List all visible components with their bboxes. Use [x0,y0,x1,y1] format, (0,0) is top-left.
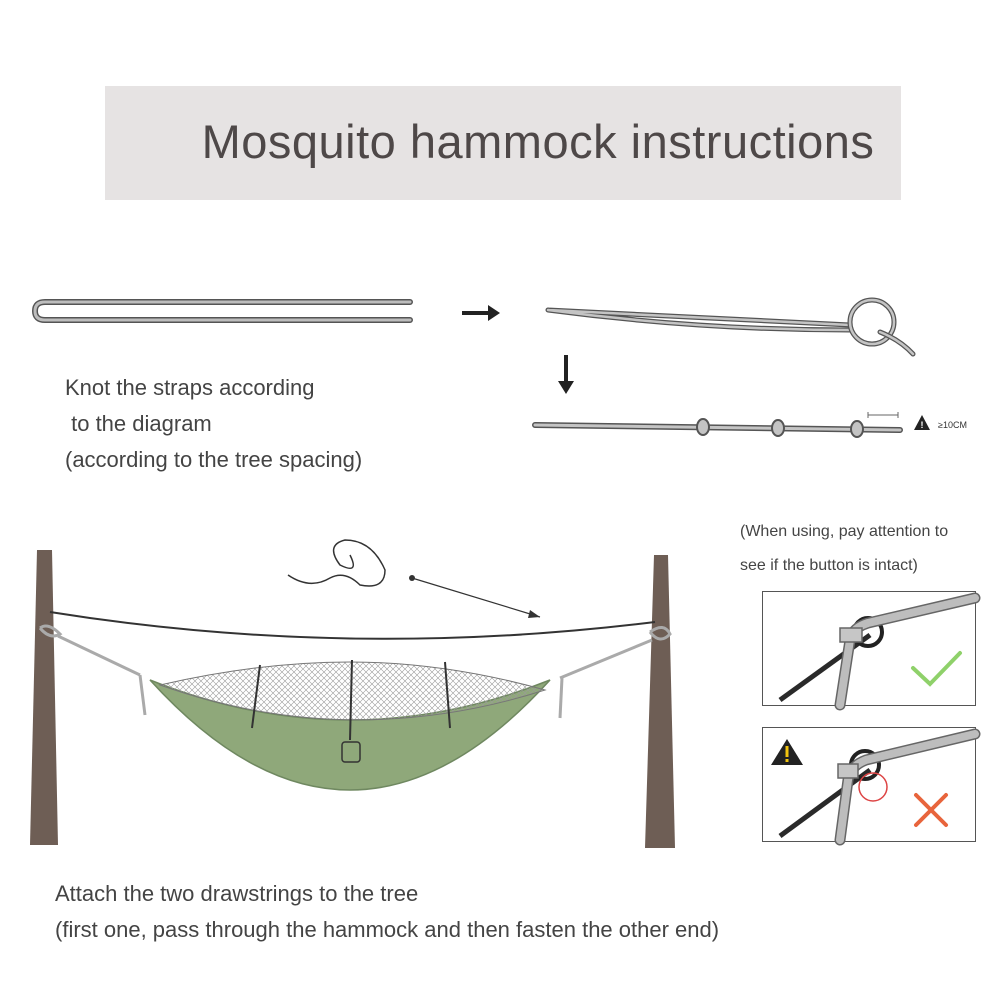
caution-line1: (When using, pay attention to [740,523,949,540]
correct-example-illustration [780,598,975,705]
strap-knot-illustration [548,300,913,354]
step2-line1: Attach the two drawstrings to the tree [55,881,419,906]
arrow-right-icon [462,305,500,321]
ridge-line [50,612,655,639]
arrow-down-icon [558,355,574,394]
step1-line3: (according to the tree spacing) [65,447,363,472]
svg-text:!: ! [920,420,924,430]
tree-strap-left [40,626,145,715]
drawstring-illustration [288,540,540,618]
step1-line1: Knot the straps according [65,375,315,400]
warning-icon [914,415,930,430]
spacing-label: ≥10CM [938,420,967,430]
page-title: Mosquito hammock instructions [201,115,875,168]
cross-icon [916,795,946,825]
step1-line2: to the diagram [65,411,212,436]
strap-knotted-illustration [535,412,900,437]
check-icon [913,653,960,684]
tree-right [645,555,675,848]
caution-line2: see if the button is intact) [740,557,918,574]
warning-triangle-icon [771,739,803,765]
step2-line2: (first one, pass through the hammock and then fasten the other end) [55,917,720,942]
tree-left [30,550,58,845]
strap-loop-illustration [35,302,410,320]
